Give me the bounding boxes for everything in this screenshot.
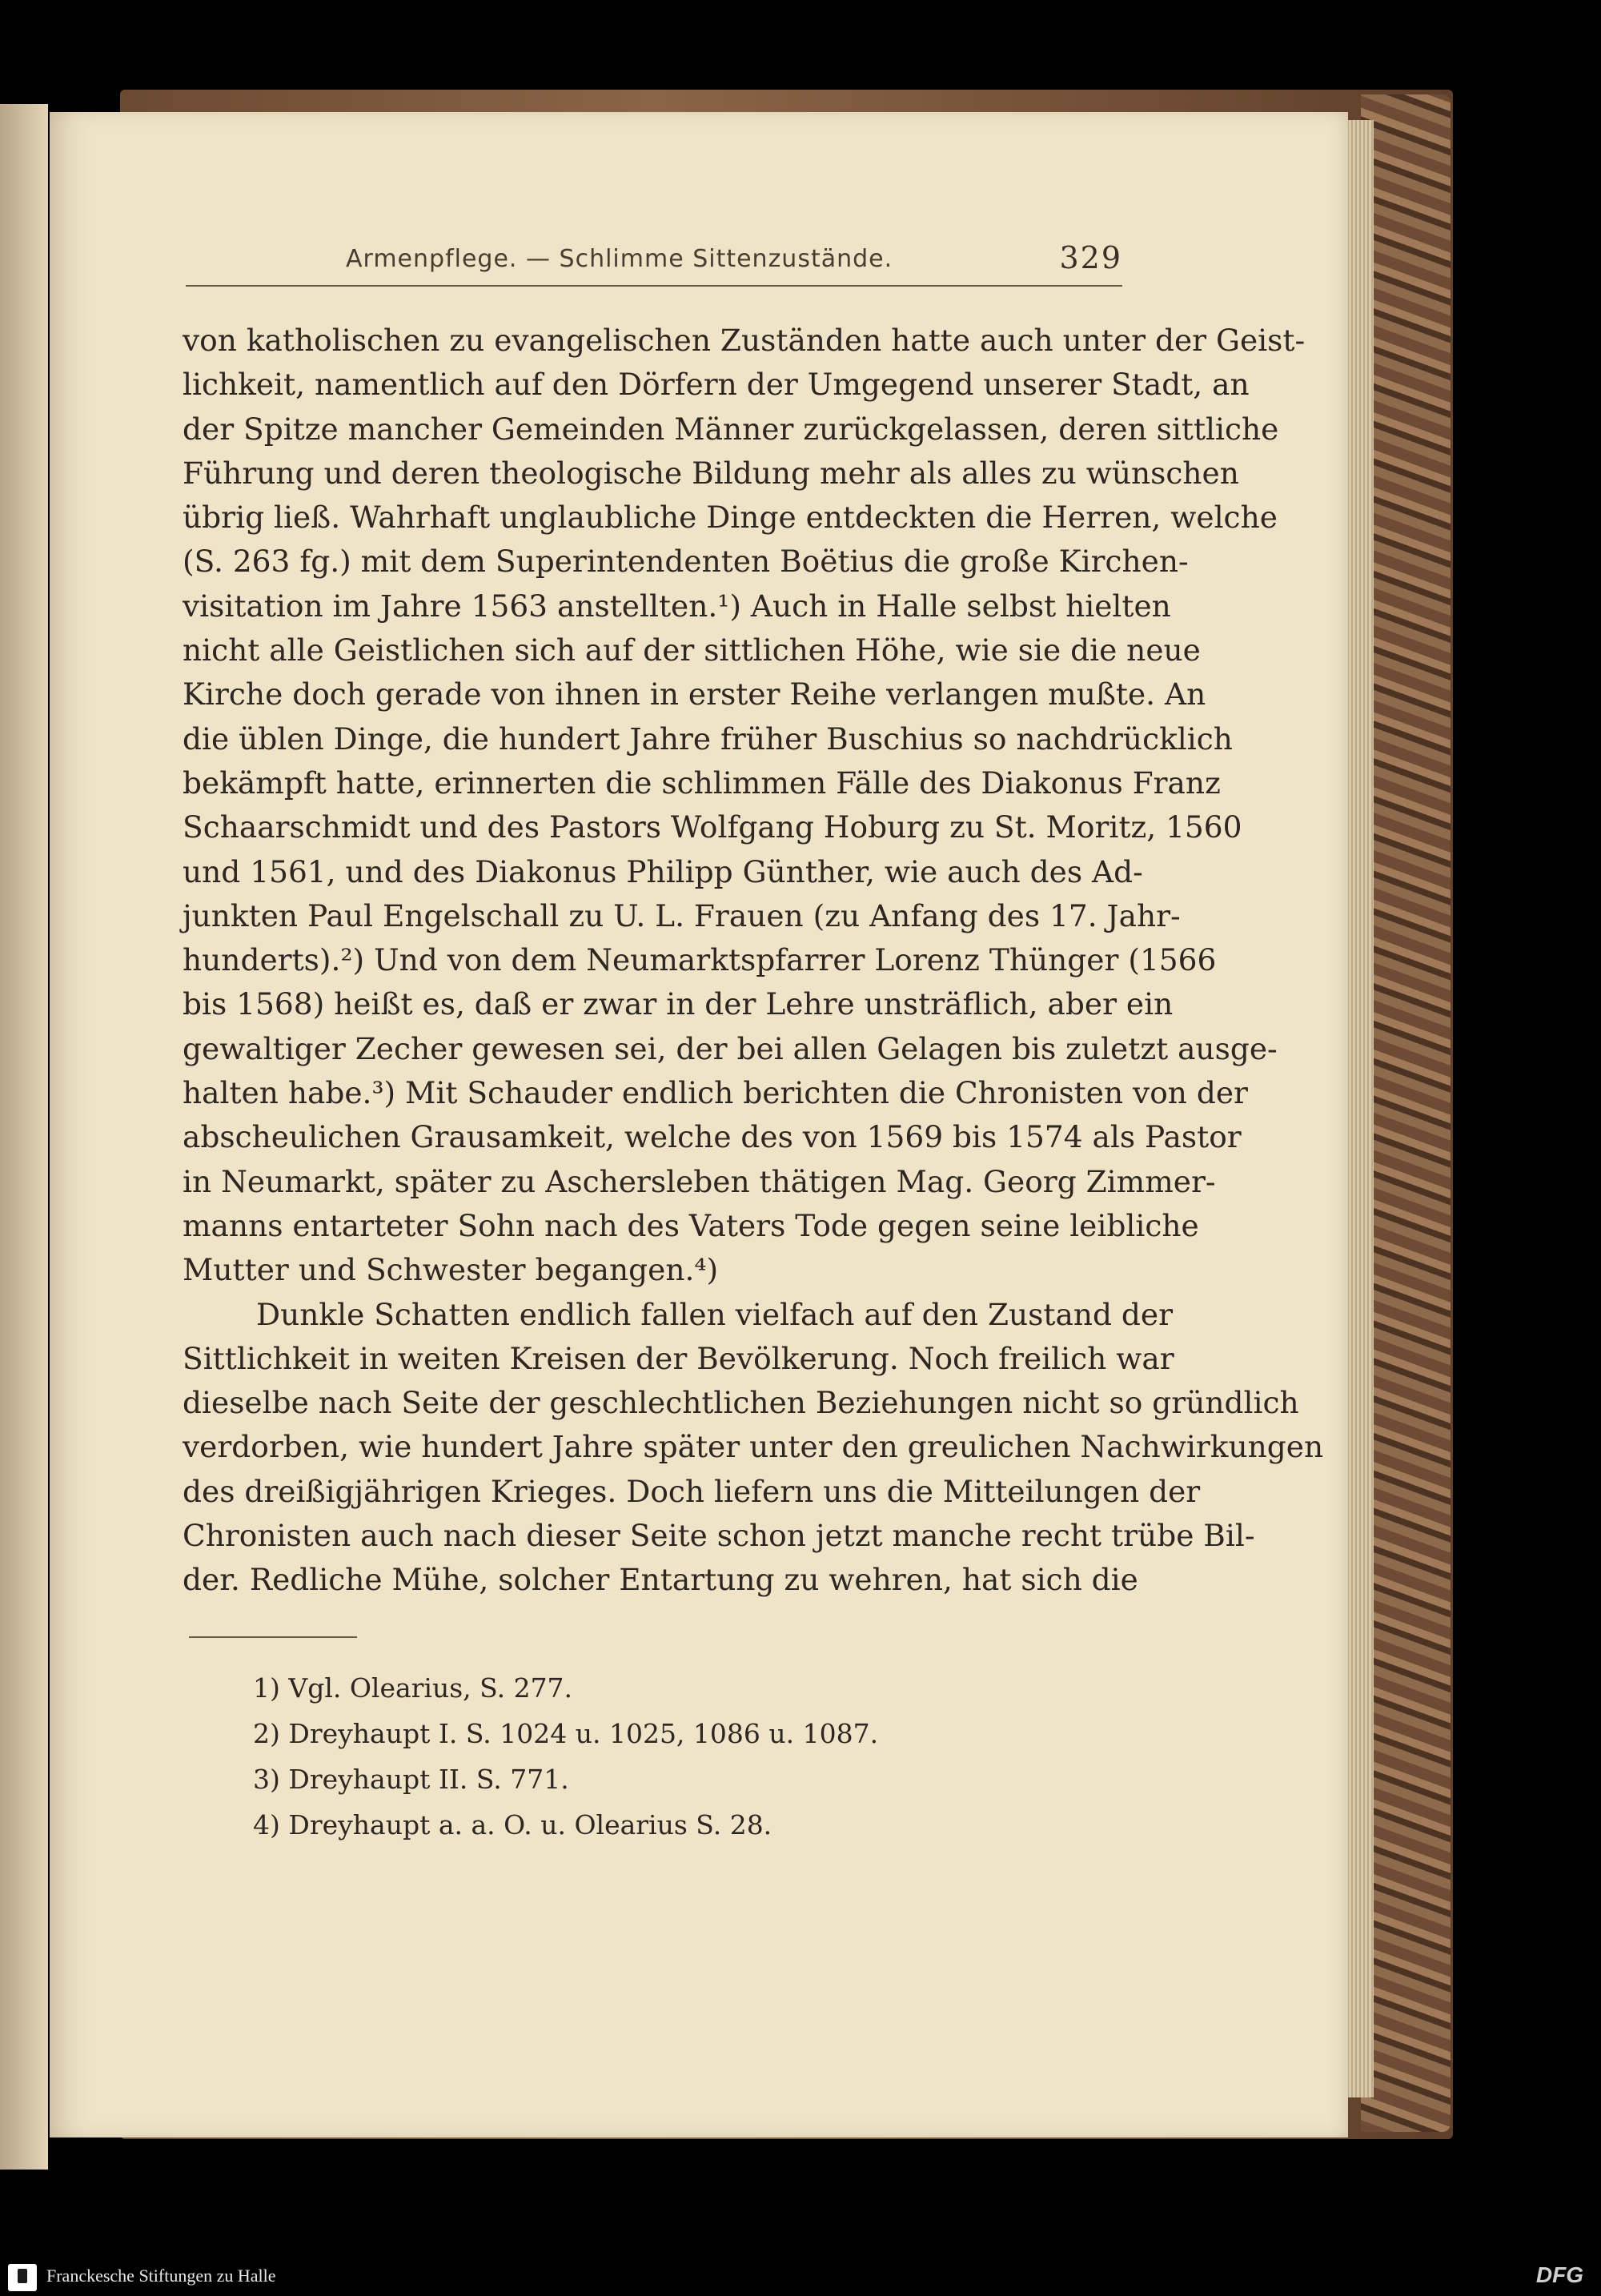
text-line: übrig ließ. Wahrhaft unglaubliche Dinge entdeckten die Herren, welche [183,500,1278,536]
institution-name: Franckesche Stiftungen zu Halle [46,2266,276,2286]
text-line: hunderts).²) Und von dem Neumarktspfarrer Lorenz Thünger (1566 [183,942,1217,978]
text-line: Sittlichkeit in weiten Kreisen der Bevölkerung. Noch freilich war [183,1340,1174,1376]
text-line: der Spitze mancher Gemeinden Männer zurückgelassen, deren sittliche [183,411,1279,447]
viewer-footer-bar [0,2258,1601,2296]
page-stack-edge [1345,120,1374,2097]
text-line: Kirche doch gerade von ihnen in erster Reihe verlangen mußte. An [183,676,1206,712]
text-line: des dreißigjährigen Krieges. Doch liefern uns die Mitteilungen der [183,1473,1201,1509]
body-text [183,319,1324,1603]
footnote-divider [189,1636,357,1638]
running-head [186,240,1122,287]
text-line: in Neumarkt, später zu Aschersleben thätigen Mag. Georg Zimmer- [183,1163,1216,1199]
text-line: Chronisten auch nach dieser Seite schon jetzt manche recht trübe Bil- [183,1518,1255,1554]
text-line: manns entarteter Sohn nach des Vaters Tode gegen seine leibliche [183,1207,1199,1243]
text-line: bis 1568) heißt es, daß er zwar in der Lehre unsträflich, aber ein [183,986,1174,1022]
text-line: und 1561, und des Diakonus Philipp Günther, wie auch des Ad- [183,853,1143,889]
text-line: Mutter und Schwester begangen.⁴) [183,1252,719,1288]
text-line: verdorben, wie hundert Jahre später unter den greulichen Nachwirkungen [183,1429,1324,1465]
text-line: nicht alle Geistlichen sich auf der sittlichen Höhe, wie sie die neue [183,632,1201,668]
text-line: lichkeit, namentlich auf den Dörfern der Umgegend unserer Stadt, an [183,367,1250,403]
text-line: die üblen Dinge, die hundert Jahre früher Buschius so nachdrücklich [183,721,1233,757]
footnote: 2) Dreyhaupt I. S. 1024 u. 1025, 1086 u. 1087. [253,1718,879,1749]
footnote: 3) Dreyhaupt II. S. 771. [253,1764,569,1795]
dfg-logo: DFG [1535,2262,1583,2287]
marbled-cover-edge [1361,94,1451,2132]
text-line: der. Redliche Mühe, solcher Entartung zu wehren, hat sich die [183,1562,1138,1598]
footnote: 1) Vgl. Olearius, S. 277. [253,1672,573,1704]
text-line: visitation im Jahre 1563 anstellten.¹) Auch in Halle selbst hielten [183,588,1171,624]
text-line: von katholischen zu evangelischen Zuständen hatte auch unter der Geist- [183,323,1306,358]
running-title: Armenpflege. — Schlimme Sittenzustände. [346,245,893,273]
text-line: junkten Paul Engelschall zu U. L. Frauen (zu Anfang des 17. Jahr- [183,897,1181,933]
text-line: bekämpft hatte, erinnerten die schlimmen Fälle des Diakonus Franz [183,765,1221,801]
page-number: 329 [1059,240,1122,275]
facing-page-edge [0,104,48,2170]
text-line: (S. 263 fg.) mit dem Superintendenten Boëtius die große Kirchen- [183,544,1189,580]
text-line: Schaarschmidt und des Pastors Wolfgang Hoburg zu St. Moritz, 1560 [183,809,1242,845]
text-line: Führung und deren theologische Bildung mehr als alles zu wünschen [183,455,1239,491]
footnotes [253,1665,973,1848]
institution-logo-icon [8,2264,37,2291]
text-line: Dunkle Schatten endlich fallen vielfach auf den Zustand der [256,1296,1174,1332]
text-line: abscheulichen Grausamkeit, welche des von 1569 bis 1574 als Pastor [183,1119,1242,1155]
text-line: halten habe.³) Mit Schauder endlich berichten die Chronisten von der [183,1075,1248,1111]
text-line: dieselbe nach Seite der geschlechtlichen Beziehungen nicht so gründlich [183,1385,1299,1421]
footnote: 4) Dreyhaupt a. a. O. u. Olearius S. 28. [253,1809,772,1840]
text-line: gewaltiger Zecher gewesen sei, der bei allen Gelagen bis zuletzt ausge- [183,1030,1278,1066]
